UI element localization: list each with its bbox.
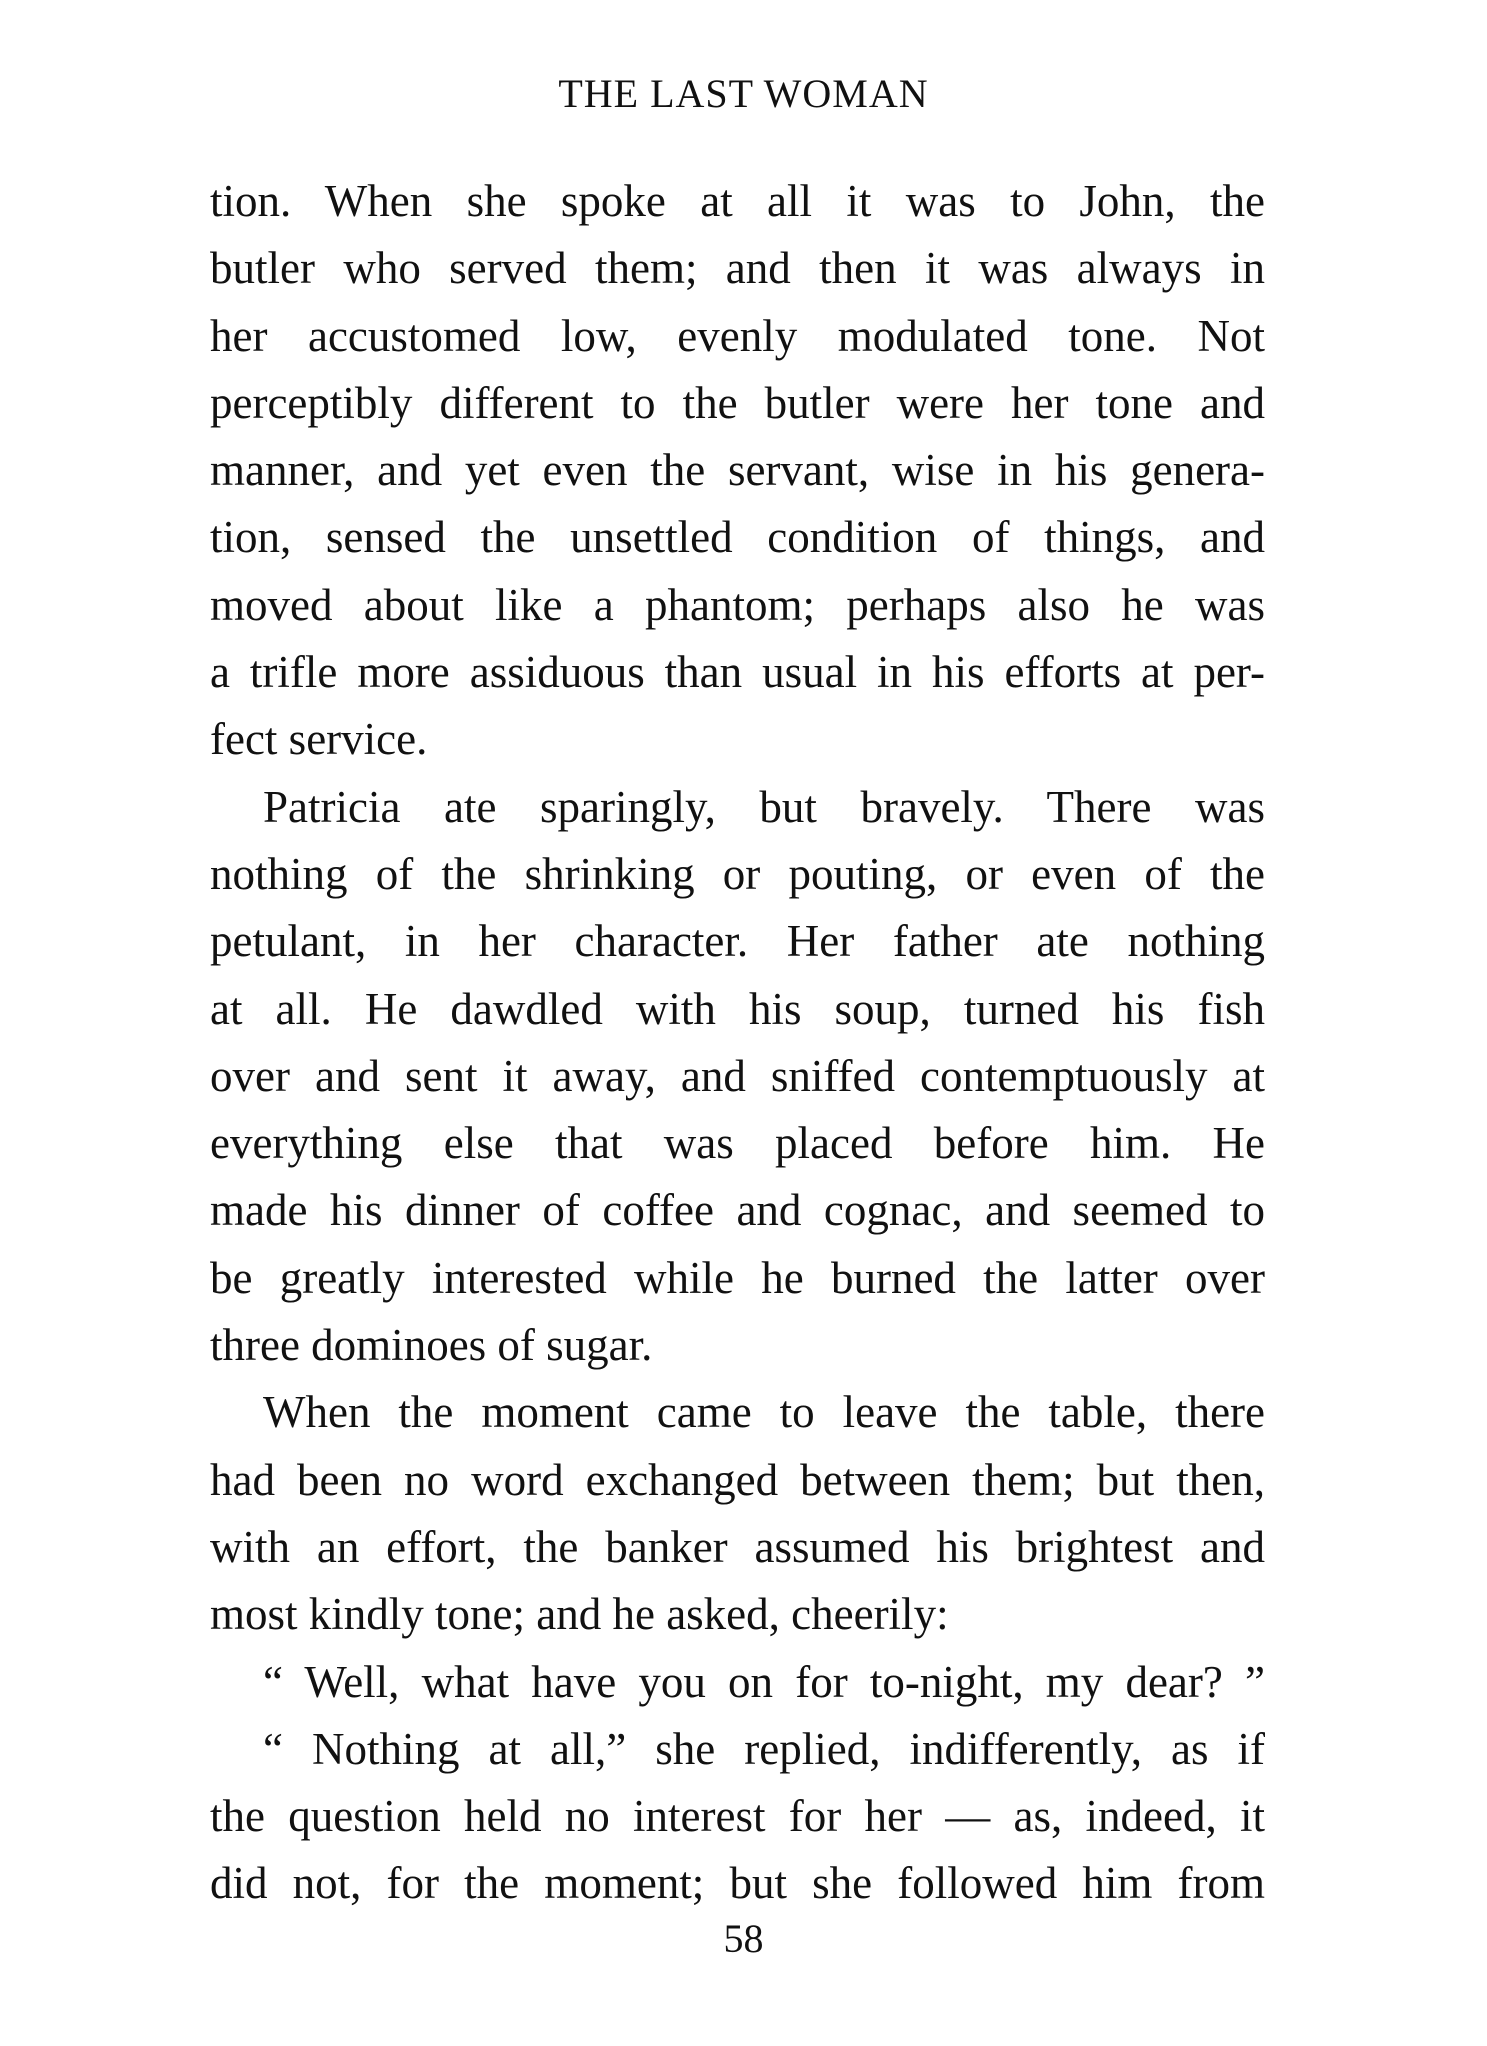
page-body: [210, 168, 1265, 1918]
paragraph: [210, 1716, 1265, 1918]
text-line: “ Well, what have you on for to-night, my dear? ”: [263, 1656, 1265, 1707]
text-line: butler who served them; and then it was always in: [210, 243, 1265, 294]
text-line: “ Nothing at all,” she replied, indifferently, as if: [263, 1723, 1265, 1774]
text-line: When the moment came to leave the table, there: [263, 1387, 1265, 1438]
text-line: over and sent it away, and sniffed contemptuously at: [210, 1050, 1265, 1101]
text-line: petulant, in her character. Her father ate nothing: [210, 916, 1265, 967]
text-line: with an effort, the banker assumed his brightest and: [210, 1521, 1265, 1572]
text-line: nothing of the shrinking or pouting, or even of the: [210, 848, 1265, 899]
text-line: fect service.: [210, 714, 428, 765]
paragraph: [210, 1379, 1265, 1648]
text-line: a trifle more assiduous than usual in his efforts at per-: [210, 647, 1265, 698]
running-header: THE LAST WOMAN: [558, 71, 929, 116]
text-line: Patricia ate sparingly, but bravely. There was: [263, 781, 1265, 832]
paragraph: [210, 1649, 1265, 1716]
text-line: manner, and yet even the servant, wise in his genera-: [210, 445, 1265, 496]
text-line: moved about like a phantom; perhaps also he was: [210, 579, 1265, 630]
text-line: at all. He dawdled with his soup, turned his fish: [210, 983, 1265, 1034]
text-line: did not, for the moment; but she followed him from: [210, 1858, 1265, 1909]
text-line: had been no word exchanged between them; but then,: [210, 1454, 1265, 1505]
text-line: three dominoes of sugar.: [210, 1320, 653, 1371]
text-line: perceptibly different to the butler were her tone and: [210, 377, 1265, 428]
text-line: everything else that was placed before him. He: [210, 1118, 1265, 1169]
text-line: the question held no interest for her — as, indeed, it: [210, 1791, 1265, 1842]
text-line: most kindly tone; and he asked, cheerily:: [210, 1589, 949, 1640]
text-line: made his dinner of coffee and cognac, and seemed to: [210, 1185, 1265, 1236]
text-line: her accustomed low, evenly modulated tone. Not: [210, 310, 1265, 361]
text-line: be greatly interested while he burned the latter over: [210, 1252, 1265, 1303]
page-number: 58: [723, 1916, 764, 1961]
paragraph: [210, 168, 1265, 774]
text-line: tion, sensed the unsettled condition of things, and: [210, 512, 1265, 563]
text-line: tion. When she spoke at all it was to John, the: [210, 176, 1265, 226]
paragraph: [210, 774, 1265, 1380]
